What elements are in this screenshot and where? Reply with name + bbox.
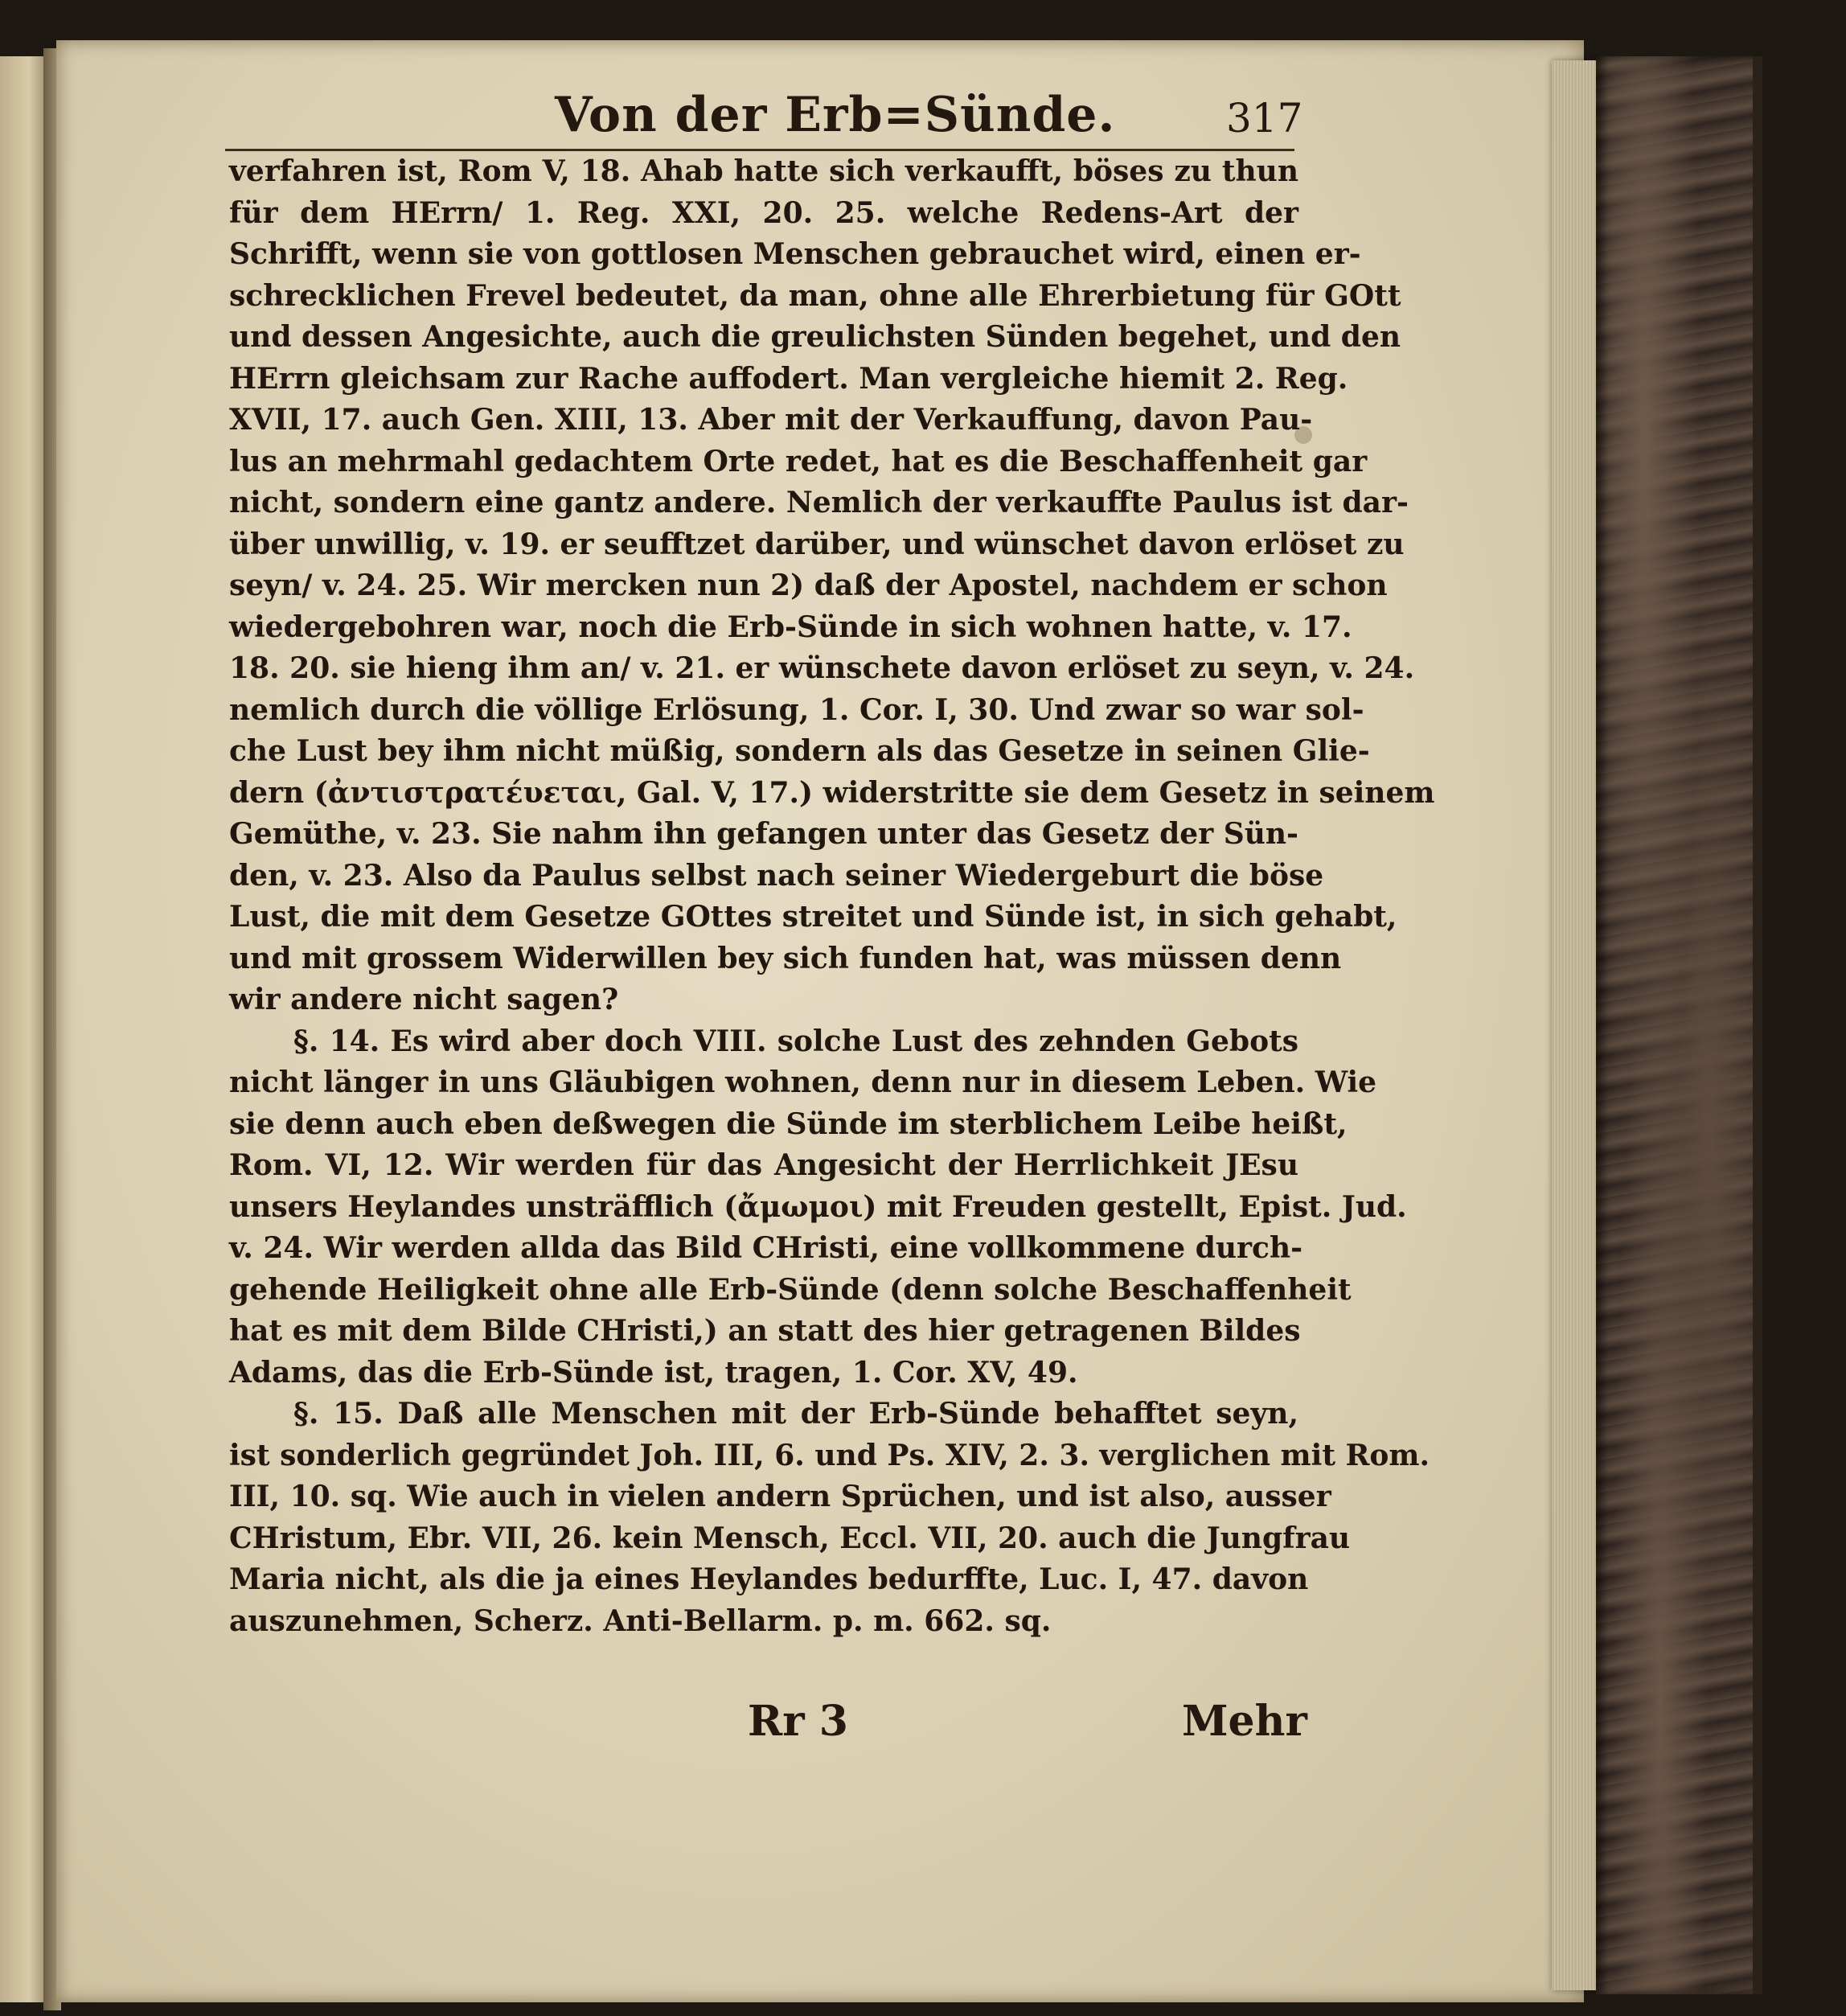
text-line: gehende Heiligkeit ohne alle Erb-Sünde (denn solche Beschaffenheit xyxy=(229,1272,1352,1307)
cover-edge xyxy=(1753,56,1762,1994)
text-line: v. 24. Wir werden allda das Bild CHristi, eine vollkommene durch- xyxy=(229,1231,1303,1265)
text-line: sie denn auch eben deßwegen die Sünde im sterblichem Leibe heißt, xyxy=(229,1107,1348,1141)
body-text xyxy=(229,151,1435,1642)
running-title: Von der Erb=Sünde. xyxy=(555,87,1116,143)
catchword: Mehr xyxy=(1182,1697,1307,1746)
text-line: Gemüthe, v. 23. Sie nahm ihn gefangen unter das Gesetz der Sün- xyxy=(229,817,1298,851)
text-line: seyn/ v. 24. 25. Wir mercken nun 2) daß der Apostel, nachdem er schon xyxy=(229,569,1388,602)
text-line: Rom. VI, 12. Wir werden für das Angesicht der Herrlichkeit JEsu xyxy=(229,1148,1298,1182)
text-line: und mit grossem Widerwillen bey sich funden hat, was müssen denn xyxy=(229,941,1342,975)
text-line: XVII, 17. auch Gen. XIII, 13. Aber mit der Verkauffung, davon Pau- xyxy=(229,403,1313,437)
text-line: unsers Heylandes unsträfflich (ἄμωμοι) mit Freuden gestellt, Epist. Jud. xyxy=(229,1189,1407,1224)
text-line: Schrifft, wenn sie von gottlosen Menschen gebrauchet wird, einen er- xyxy=(229,237,1361,271)
text-line: che Lust bey ihm nicht müßig, sondern als das Gesetze in seinen Glie- xyxy=(229,734,1370,768)
section-start-line: §. 15. Daß alle Menschen mit der Erb-Sünde behafftet seyn, xyxy=(293,1397,1298,1431)
text-line: hat es mit dem Bilde CHristi,) an statt des hier getragenen Bildes xyxy=(229,1314,1301,1348)
text-line: den, v. 23. Also da Paulus selbst nach seiner Wiedergeburt die böse xyxy=(229,858,1324,893)
text-line: Lust, die mit dem Gesetze GOttes streitet und Sünde ist, in sich gehabt, xyxy=(229,900,1397,934)
text-line: HErrn gleichsam zur Rache auffodert. Man vergleiche hiemit 2. Reg. xyxy=(229,361,1348,396)
text-line: III, 10. sq. Wie auch in vielen andern Sprüchen, und ist also, ausser xyxy=(229,1480,1331,1513)
text-line: verfahren ist, Rom V, 18. Ahab hatte sich verkaufft, böses zu thun xyxy=(229,154,1298,188)
text-line: schrecklichen Frevel bedeutet, da man, ohne alle Ehrerbietung für GOtt xyxy=(229,278,1401,313)
text-line: auszunehmen, Scherz. Anti-Bellarm. p. m. 662. sq. xyxy=(229,1603,1052,1638)
text-line: wiedergebohren war, noch die Erb-Sünde in sich wohnen hatte, v. 17. xyxy=(229,610,1352,644)
text-line: Adams, das die Erb-Sünde ist, tragen, 1. Cor. XV, 49. xyxy=(229,1355,1078,1390)
text-line: nemlich durch die völlige Erlösung, 1. Cor. I, 30. Und zwar so war sol- xyxy=(229,692,1364,727)
text-line: und dessen Angesichte, auch die greulichsten Sünden begehet, und den xyxy=(229,320,1401,354)
previous-page-edge xyxy=(0,56,48,2002)
text-line: wir andere nicht sagen? xyxy=(229,983,619,1016)
text-line: lus an mehrmahl gedachtem Orte redet, hat es die Beschaffenheit gar xyxy=(229,444,1368,478)
page-edges xyxy=(1552,60,1600,1990)
text-line: CHristum, Ebr. VII, 26. kein Mensch, Eccl. VII, 20. auch die Jungfrau xyxy=(229,1521,1351,1555)
text-line: 18. 20. sie hieng ihm an/ v. 21. er wünschete davon erlöset zu seyn, v. 24. xyxy=(229,651,1415,685)
text-line: Maria nicht, als die ja eines Heylandes bedurffte, Luc. I, 47. davon xyxy=(229,1562,1309,1596)
text-line: über unwillig, v. 19. er seufftzet darüber, und wünschet davon erlöset zu xyxy=(229,527,1405,561)
text-line: dern (ἀντιστρατέυεται, Gal. V, 17.) widerstritte sie dem Gesetz in seinem xyxy=(229,775,1435,810)
text-line: nicht länger in uns Gläubigen wohnen, denn nur in diesem Leben. Wie xyxy=(229,1065,1377,1099)
section-start-line: §. 14. Es wird aber doch VIII. solche Lust des zehnden Gebots xyxy=(293,1024,1298,1058)
text-line: ist sonderlich gegründet Joh. III, 6. und Ps. XIV, 2. 3. verglichen mit Rom. xyxy=(229,1438,1430,1472)
page-number: 317 xyxy=(1226,95,1303,142)
text-line: für dem HErrn/ 1. Reg. XXI, 20. 25. welche Redens-Art der xyxy=(229,195,1298,230)
text-line: nicht, sondern eine gantz andere. Nemlich der verkauffte Paulus ist dar- xyxy=(229,486,1409,519)
marbled-cover xyxy=(1596,56,1757,1994)
signature-mark: Rr 3 xyxy=(748,1697,848,1746)
